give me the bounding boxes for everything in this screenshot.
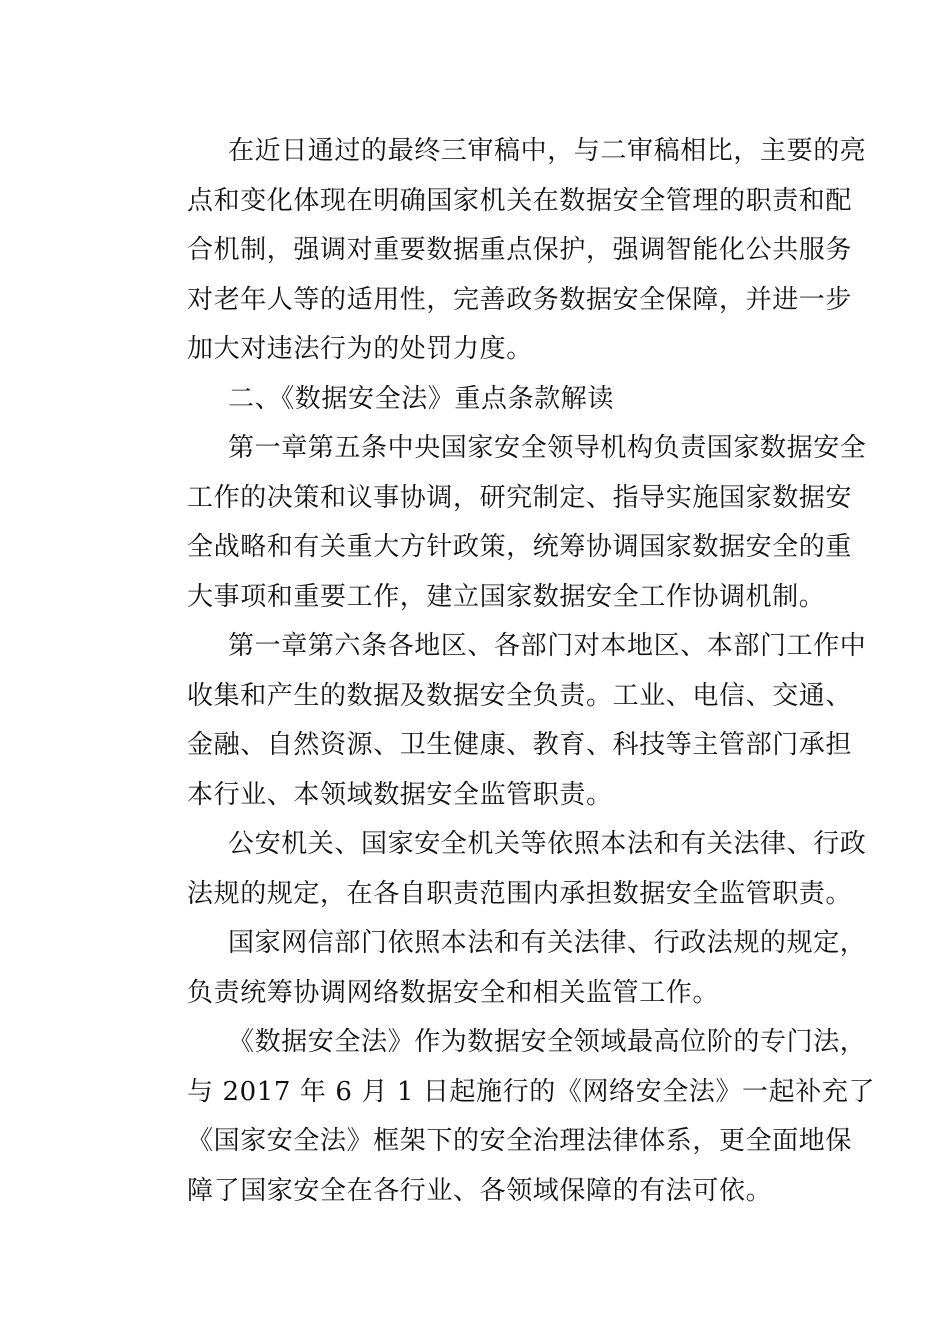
paragraph-public-security xyxy=(146,820,867,919)
heading-text: 二、《数据安全法》重点条款解读 xyxy=(228,383,615,414)
text-line: 公安机关、国家安全机关等依照本法和有关法律、行政 xyxy=(228,829,867,859)
text-line: 第一章第六条各地区、各部门对本地区、本部门工作中 xyxy=(228,631,867,661)
text-line: 点和变化体现在明确国家机关在数据安全管理的职责和配 xyxy=(187,185,853,216)
paragraph-law-significance xyxy=(146,1018,876,1216)
text-line: 加大对违法行为的处罚力度。 xyxy=(187,334,533,364)
text-line: 全战略和有关重大方针政策，统筹协调国家数据安全的重 xyxy=(187,532,853,562)
document-body xyxy=(146,127,876,1216)
paragraph-review-highlights xyxy=(146,127,867,375)
section-heading xyxy=(146,375,811,425)
text-line: 金融、自然资源、卫生健康、教育、科技等主管部门承担 xyxy=(187,730,853,760)
text-line: 与 2017 年 6 月 1 日起施行的《网络安全法》一起补充了 xyxy=(187,1076,876,1107)
text-line: 法规的规定，在各自职责范围内承担数据安全监管职责。 xyxy=(187,878,853,909)
text-line: 对老年人等的适用性，完善政务数据安全保障，并进一步 xyxy=(187,284,853,315)
paragraph-article-6 xyxy=(146,622,867,820)
text-line: 在近日通过的最终三审稿中，与二审稿相比，主要的亮 xyxy=(228,136,867,166)
paragraph-cyberspace-admin xyxy=(146,919,867,1018)
text-line: 本行业、本领域数据安全监管职责。 xyxy=(187,779,613,810)
text-line: 大事项和重要工作，建立国家数据安全工作协调机制。 xyxy=(187,581,826,612)
text-line: 合机制，强调对重要数据重点保护，强调智能化公共服务 xyxy=(187,235,853,265)
text-line: 《数据安全法》作为数据安全领域最高位阶的专门法， xyxy=(228,1027,867,1057)
text-line: 《国家安全法》框架下的安全治理法律体系，更全面地保 xyxy=(187,1126,853,1156)
text-line: 第一章第五条中央国家安全领导机构负责国家数据安全 xyxy=(228,433,867,463)
text-line: 障了国家安全在各行业、各领域保障的有法可依。 xyxy=(187,1175,773,1206)
text-line: 负责统筹协调网络数据安全和相关监管工作。 xyxy=(187,977,720,1008)
paragraph-article-5 xyxy=(146,424,867,622)
text-line: 工作的决策和议事协调，研究制定、指导实施国家数据安 xyxy=(187,482,853,513)
text-line: 国家网信部门依照本法和有关法律、行政法规的规定， xyxy=(228,928,867,958)
text-line: 收集和产生的数据及数据安全负责。工业、电信、交通、 xyxy=(187,680,853,711)
